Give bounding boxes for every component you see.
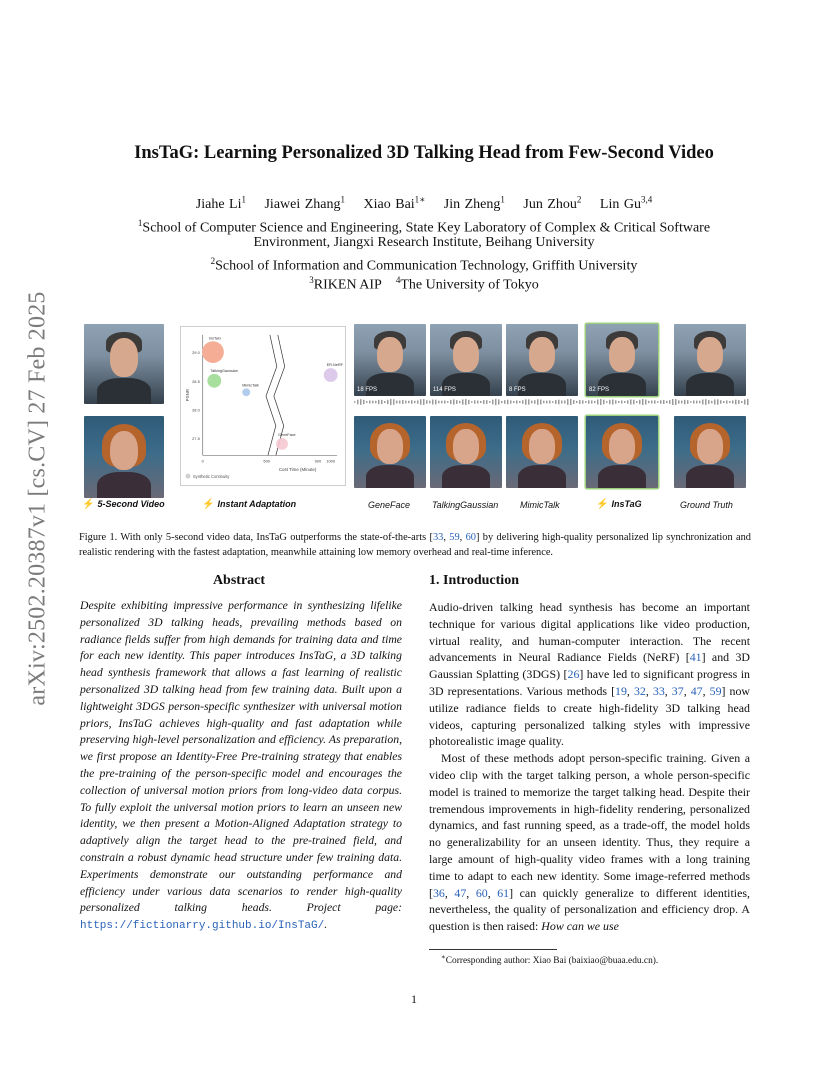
waveform-bar <box>663 400 665 404</box>
waveform-bar <box>591 400 593 403</box>
arxiv-identifier <box>22 288 54 708</box>
psnr-vs-time-chart <box>180 326 346 486</box>
waveform-bar <box>375 401 377 403</box>
intro-paragraph-1: Audio-driven talking head synthesis has become an important technique for various digital applications like video production, virtual reality, and human-computer interaction. The recent advancements in Neural Radiance Fields (NeRF) [41] and 3D Gaussian Splatting (3DGS) [26] have led to significant progress in 3D representations. Various methods [19, 32, 33, 37, 47, 59] now utilize radiance fields to create high-fidelity 3D talking head videos, capturing personalized talking styles with impressive photorealistic image quality. <box>429 600 751 749</box>
waveform-bar <box>405 401 407 404</box>
data-point-label: TalkingGaussian <box>210 368 238 373</box>
waveform-bar <box>585 401 587 403</box>
waveform-bar <box>468 400 470 404</box>
waveform-bar <box>540 400 542 405</box>
waveform-bar <box>474 400 476 403</box>
x-tick-label: 0 <box>201 458 204 464</box>
waveform-bar <box>582 400 584 403</box>
citation-link[interactable]: 36 <box>432 885 445 900</box>
waveform-bar <box>654 400 656 403</box>
ground-truth-male <box>674 324 746 396</box>
fps-badge: 82 FPS <box>589 387 610 393</box>
waveform-bar <box>378 400 380 404</box>
waveform-bar <box>621 400 623 403</box>
waveform-bar <box>681 401 683 404</box>
waveform-bar <box>570 399 572 405</box>
waveform-bar <box>402 400 404 404</box>
waveform-bar <box>573 400 575 404</box>
waveform-bar <box>399 400 401 403</box>
waveform-bar <box>507 400 509 405</box>
waveform-bar <box>675 399 677 405</box>
x-tick-label: 500 <box>263 458 271 464</box>
data-point <box>276 438 288 450</box>
footnote-divider <box>429 949 557 950</box>
teaser-figure <box>80 322 750 512</box>
waveform-bar <box>594 401 596 403</box>
waveform-bar <box>495 399 497 405</box>
waveform-bar <box>366 401 368 403</box>
waveform-bar <box>717 399 719 404</box>
waveform-bar <box>735 400 737 405</box>
waveform-bar <box>657 401 659 403</box>
waveform-bar <box>516 400 518 403</box>
fps-badge: 18 FPS <box>357 387 378 393</box>
fps-badge: 8 FPS <box>509 387 526 393</box>
label-talkinggaussian: TalkingGaussian <box>432 500 499 510</box>
citation-link[interactable]: 47 <box>454 885 467 900</box>
waveform-bar <box>723 401 725 403</box>
waveform-bar <box>690 401 692 403</box>
waveform-bar <box>429 401 431 404</box>
citation-link[interactable]: 41 <box>689 650 702 665</box>
waveform-bar <box>426 400 428 404</box>
waveform-bar <box>666 401 668 403</box>
waveform-bar <box>528 399 530 404</box>
waveform-bar <box>522 400 524 403</box>
author: Jin Zheng$^1$ <box>443 194 505 212</box>
paper-title: InsTaG: Learning Personalized 3D Talking Head from Few-Second Video <box>134 143 714 163</box>
citation-link[interactable]: 61 <box>497 885 510 900</box>
waveform-bar <box>558 400 560 405</box>
arxiv-identifier-text: arXiv:2502.20387v1 [cs.CV] 27 Feb 2025 <box>24 290 51 706</box>
waveform-bar <box>567 399 569 405</box>
bolt-icon: ⚡ <box>202 499 215 510</box>
footnote: ∗Corresponding author: Xiao Bai (baixiao@buaa.edu.cn). <box>441 953 659 967</box>
x-tick-label: 1000 <box>326 458 336 464</box>
axis-break <box>266 335 277 455</box>
waveform-bar <box>552 401 554 403</box>
waveform-bar <box>720 400 722 403</box>
waveform-bar <box>408 401 410 403</box>
waveform-bar <box>615 400 617 403</box>
result-geneface-male <box>354 324 426 396</box>
waveform-bar <box>423 399 425 405</box>
waveform-bar <box>435 400 437 405</box>
waveform-bar <box>393 399 395 405</box>
waveform-bar <box>648 401 650 403</box>
waveform-bar <box>564 400 566 403</box>
result-mimictalk-male <box>506 324 578 396</box>
waveform-bar <box>360 399 362 405</box>
abstract-text: Despite exhibiting impressive performance in synthesizing lifelike personalized 3D talking heads, prevailing methods based on radiance fields suffer from high demands for training data and time for each new identity. This paper introduces InsTaG, a 3D talking head synthesis framework that allows a fast learning of realistic personalized 3D talking head from few training data. Built upon a lightweight 3DGS person-specific synthesizer with universal motion priors, InsTaG achieves high-quality and fast adaptation while preserving high-level personalization and efficiency. As preparation, we first propose an Identity-Free Pre-training strategy that enables the pre-training of the person-specific model and encourages the collection of universal motion priors from long-video data corpus. To fully exploit the universal motion priors to learn an unseen new identity, we then present a Motion-Aligned Adaptation strategy to adaptively align the target head to the pre-trained field, and constrain a robust dynamic head structure under few training data. Experiments demonstrate our outstanding performance and efficiency under various data scenarios to render high-quality personalized talking heads. Project page: https://fictionarry.github.io/InsTaG/. <box>80 599 402 933</box>
waveform-bar <box>357 400 359 405</box>
waveform-bar <box>432 400 434 405</box>
data-point-label: MimicTalk <box>242 383 259 388</box>
waveform-bar <box>633 400 635 405</box>
waveform-bar <box>483 400 485 404</box>
waveform-bar <box>354 401 356 403</box>
waveform-bar <box>609 400 611 404</box>
waveform-bar <box>714 399 716 404</box>
affiliation-3-4: $^3$RIKEN AIP $^4$The University of Tokyo <box>309 275 539 293</box>
label-instant-adaptation: ⚡ Instant Adaptation <box>202 499 297 510</box>
figure-caption: Figure 1. With only 5-second video data, InsTaG outperforms the state-of-the-arts [33, 59, 60] by delivering high-quality personalized lip synchronization and realistic rendering with the fastest adaptation, meanwhile attaining low memory overhead and real-time inference. <box>79 532 751 558</box>
affiliation-2: $^2$School of Information and Communication Technology, Griffith University <box>210 256 638 274</box>
author: Lin Gu$^{3,4}$ <box>599 194 653 212</box>
waveform-bar <box>501 401 503 403</box>
waveform-bar <box>498 399 500 404</box>
y-tick-label: 28.0 <box>192 407 200 413</box>
data-point <box>242 388 250 396</box>
citation-link[interactable]: 19 <box>615 683 627 698</box>
waveform-bar <box>519 401 521 403</box>
citation-link[interactable]: 33 <box>652 683 665 698</box>
author: Jiahe Li$^1$ <box>195 194 246 212</box>
data-point <box>207 374 221 388</box>
waveform-bar <box>741 401 743 403</box>
result-geneface-female <box>354 416 426 488</box>
waveform-bar <box>687 400 689 404</box>
waveform-bar <box>492 400 494 405</box>
x-axis-label: Cost Time (Minute) <box>278 467 317 473</box>
ground-truth-female <box>674 416 746 488</box>
intro-paragraph-2: Most of these methods adopt person-specific training. Given a video clip with the target talking person, a whole person-specific model is trained to memorize the target talking head. Despite their tremendous improvements in high-fidelity rendering, personalized dynamics, and fast running speed, as a trade-off, the model holds no generalizability for an unseen identity. Thus, they require a large amount of high-quality video frames with a long training time to adapt to each new identity. Some image-referred methods [36, 47, 60, 61] can quickly generalize to different identities, nevertheless, the quality of personalization and efficiency drop. A question is then raised: How can we use <box>429 751 750 934</box>
waveform-bar <box>525 399 527 405</box>
waveform-bar <box>738 400 740 404</box>
waveform-bar <box>480 401 482 403</box>
waveform-bar <box>702 399 704 404</box>
waveform-bar <box>381 400 383 404</box>
waveform-bar <box>456 400 458 404</box>
waveform-bar <box>462 399 464 404</box>
waveform-bar <box>588 400 590 403</box>
waveform-bar <box>537 399 539 405</box>
data-point-label: GeneFace <box>278 433 296 438</box>
y-tick-label: 27.5 <box>192 436 200 442</box>
waveform-bar <box>411 400 413 404</box>
waveform-bar <box>684 400 686 404</box>
citation-link[interactable]: 33 <box>432 532 444 543</box>
waveform-bar <box>747 399 749 405</box>
result-mimictalk-female <box>506 416 578 488</box>
citation-link[interactable]: 32 <box>633 683 646 698</box>
waveform-bar <box>417 400 419 403</box>
waveform-bar <box>459 401 461 403</box>
waveform-bar <box>705 399 707 405</box>
waveform-bar <box>606 401 608 403</box>
legend-marker <box>185 474 190 479</box>
waveform-bar <box>531 401 533 404</box>
waveform-bar <box>384 401 386 403</box>
chart-canvas <box>181 327 345 485</box>
data-point <box>324 368 338 382</box>
waveform-bar <box>543 401 545 404</box>
waveform-bar <box>441 401 443 404</box>
waveform-bar <box>489 401 491 403</box>
citation-link[interactable]: 60 <box>475 885 488 900</box>
waveform-bar <box>372 401 374 404</box>
waveform-bar <box>510 400 512 403</box>
author: Jiawei Zhang$^1$ <box>264 194 346 212</box>
waveform-bar <box>696 401 698 404</box>
data-point-label: InsTaG <box>209 336 221 341</box>
waveform-bar <box>639 400 641 404</box>
label-five-second-video: ⚡ 5-Second Video <box>82 499 165 510</box>
waveform-bar <box>420 399 422 405</box>
data-point <box>202 341 224 363</box>
waveform-bar <box>708 400 710 404</box>
citation-link[interactable]: 59 <box>709 683 722 698</box>
abstract-heading: Abstract <box>212 573 266 588</box>
waveform-bar <box>672 399 674 405</box>
waveform-bar <box>729 401 731 403</box>
waveform-bar <box>645 399 647 404</box>
affiliation-1: $^1$School of Computer Science and Engineering, State Key Laboratory of Complex & Critical Software <box>137 218 711 236</box>
label-instag: ⚡ InsTaG <box>596 499 642 510</box>
result-instag-male <box>586 324 658 396</box>
introduction-heading: 1. Introduction <box>429 573 519 588</box>
label-ground-truth: Ground Truth <box>680 500 733 510</box>
waveform-bar <box>579 400 581 404</box>
citation-link[interactable]: 26 <box>567 667 580 682</box>
waveform-bar <box>477 401 479 404</box>
result-instag-female <box>586 416 658 488</box>
waveform-bar <box>744 399 746 404</box>
waveform-bar <box>678 400 680 403</box>
x-tick-label: 900 <box>314 458 322 464</box>
citation-link[interactable]: 37 <box>671 683 684 698</box>
citation-link[interactable]: 47 <box>690 683 703 698</box>
waveform-bar <box>453 399 455 404</box>
waveform-bar <box>414 401 416 403</box>
waveform-bar <box>618 401 620 403</box>
waveform-bar <box>534 400 536 404</box>
y-tick-label: 28.5 <box>192 378 200 384</box>
waveform-bar <box>669 400 671 404</box>
page-number: 1 <box>411 992 417 1006</box>
waveform-bar <box>555 400 557 404</box>
bolt-icon: ⚡ <box>82 499 95 510</box>
waveform-bar <box>651 401 653 404</box>
fps-badge: 114 FPS <box>433 387 456 393</box>
waveform-bar <box>465 399 467 405</box>
affiliation-1-cont: Environment, Jiangxi Research Institute, Beihang University <box>253 235 595 250</box>
waveform-bar <box>636 401 638 403</box>
audio-waveform <box>354 397 750 407</box>
waveform-bar <box>732 400 734 403</box>
waveform-bar <box>561 400 563 403</box>
result-talkinggaussian-male <box>430 324 502 396</box>
waveform-bar <box>396 401 398 404</box>
waveform-bar <box>504 400 506 404</box>
input-video-female <box>84 416 164 498</box>
citation-link[interactable]: 60 <box>465 532 476 543</box>
y-tick-label: 29.0 <box>192 350 200 356</box>
waveform-bar <box>693 400 695 403</box>
waveform-bar <box>447 401 449 403</box>
result-talkinggaussian-female <box>430 416 502 488</box>
bolt-icon: ⚡ <box>596 499 609 510</box>
waveform-bar <box>549 400 551 403</box>
waveform-bar <box>624 401 626 403</box>
waveform-bar <box>603 400 605 405</box>
introduction-text <box>429 599 750 935</box>
waveform-bar <box>513 401 515 403</box>
waveform-bar <box>444 401 446 404</box>
waveform-bar <box>642 399 644 405</box>
waveform-bar <box>600 399 602 405</box>
waveform-bar <box>612 399 614 404</box>
label-mimictalk: MimicTalk <box>520 500 560 510</box>
waveform-bar <box>630 399 632 404</box>
waveform-bar <box>660 400 662 403</box>
waveform-bar <box>438 401 440 404</box>
author-list <box>60 194 788 213</box>
waveform-bar <box>390 399 392 405</box>
waveform-bar <box>576 401 578 403</box>
waveform-bar <box>387 400 389 404</box>
input-video-male <box>84 324 164 404</box>
waveform-bar <box>597 399 599 404</box>
waveform-bar <box>471 401 473 403</box>
waveform-bar <box>711 401 713 403</box>
waveform-canvas <box>354 397 750 407</box>
waveform-bar <box>699 401 701 404</box>
project-page-link[interactable]: https://fictionarry.github.io/InsTaG/ <box>80 920 325 933</box>
data-point-label: ER-NeRF <box>326 363 343 368</box>
author: Jun Zhou$^2$ <box>523 194 582 212</box>
author: Xiao Bai$^{1∗}$ <box>363 194 426 212</box>
waveform-bar <box>546 401 548 404</box>
label-geneface: GeneFace <box>368 500 411 510</box>
waveform-bar <box>486 400 488 404</box>
y-axis-label: PSNR <box>184 388 190 402</box>
citation-link[interactable]: 59 <box>449 532 460 543</box>
waveform-bar <box>627 400 629 403</box>
waveform-bar <box>726 400 728 403</box>
waveform-bar <box>450 400 452 404</box>
legend-label: Synthetic Continuity <box>192 474 230 480</box>
axis-break <box>274 335 285 455</box>
waveform-bar <box>363 400 365 404</box>
waveform-bar <box>369 400 371 403</box>
